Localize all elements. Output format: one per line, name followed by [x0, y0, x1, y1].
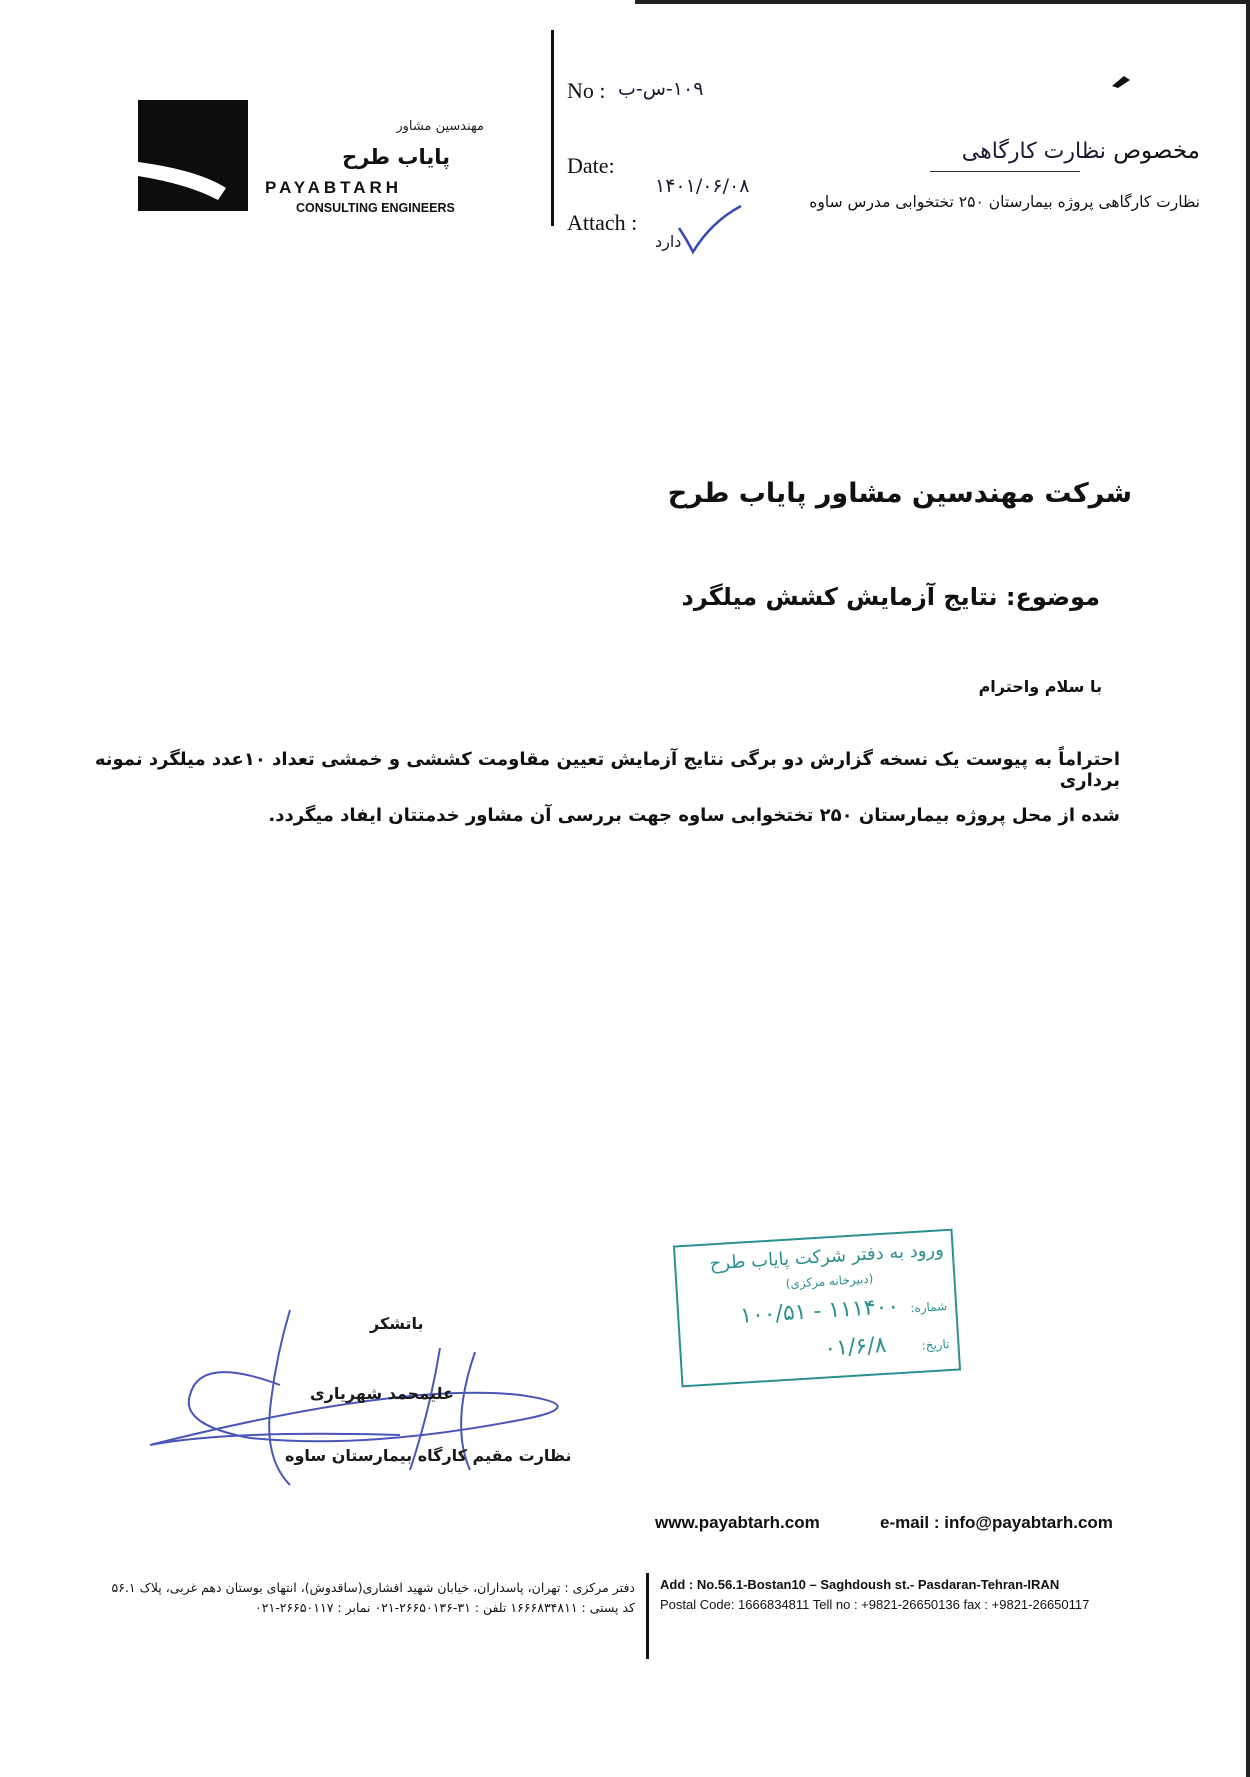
logo-english-subtitle: CONSULTING ENGINEERS [296, 201, 455, 215]
logo-persian-subtitle: مهندسین مشاور [396, 119, 484, 134]
date-value: ۱۴۰۱/۰۶/۰۸ [655, 175, 750, 197]
footer-contact-english: Postal Code: 1666834811 Tell no : +9821-26650136 fax : +9821-26650117 [660, 1597, 1090, 1612]
logo-persian-name: پایاب طرح [342, 145, 450, 169]
body-paragraph-line-2: شده از محل پروژه بیمارستان ۲۵۰ تختخوابی ساوه جهت بررسی آن مشاور خدمتتان ایفاد میگردد. [268, 805, 1120, 826]
stamp-date-label: تاریخ: [921, 1336, 950, 1353]
number-label: No : [567, 78, 606, 103]
website-link[interactable]: www.payabtarh.com [655, 1513, 820, 1532]
stamp-number-label: شماره: [909, 1299, 948, 1316]
date-label: Date: [567, 153, 615, 178]
signer-title: نظارت مقیم کارگاه بیمارستان ساوه [285, 1446, 572, 1465]
stamp-date-value: ۰۱/۶/۸ [823, 1332, 888, 1362]
header-title-handwritten: نظارت کارگاهی [961, 139, 1106, 164]
signer-name: علیمحمد شهریاری [310, 1384, 454, 1403]
stamp-line-1: ورود به دفتر شرکت پایاب طرح [709, 1239, 945, 1275]
ink-mark-icon [1110, 72, 1134, 90]
header-title [790, 138, 1200, 164]
header-subtitle: نظارت کارگاهی پروژه بیمارستان ۲۵۰ تختخوابی مدرس ساوه [809, 193, 1200, 211]
header-title-printed: مخصوص [1113, 138, 1200, 164]
attach-label: Attach : [567, 210, 638, 235]
right-border [1246, 0, 1250, 1777]
footer-divider [646, 1573, 649, 1659]
receipt-stamp [673, 1229, 961, 1388]
signature-thanks: باتشکر [370, 1314, 424, 1333]
stamp-date-row [689, 1329, 950, 1370]
email-link[interactable]: e-mail : info@payabtarh.com [880, 1513, 1113, 1532]
footer-address-english: Add : No.56.1-Bostan10 – Saghdoush st.- Pasdaran-Tehran-IRAN [660, 1577, 1060, 1592]
top-border [635, 0, 1250, 4]
recipient-company: شرکت مهندسین مشاور پایاب طرح [667, 478, 1132, 509]
letter-greeting: با سلام واحترام [978, 677, 1102, 696]
stamp-number-row [687, 1291, 948, 1332]
check-mark-icon [675, 200, 745, 260]
header-divider [551, 30, 554, 226]
footer-contact-persian: کد پستی : ۱۶۶۶۸۳۴۸۱۱ تلفن : ۳۱-۲۶۶۵۰۱۳۶-۰۲۱ نمابر : ۲۶۶۵۰۱۱۷-۰۲۱ [255, 1600, 635, 1615]
number-value: ۱۰۹-س-ب [618, 78, 704, 100]
letter-subject: موضوع: نتایج آزمایش کشش میلگرد [681, 583, 1100, 611]
body-paragraph-line-1: احتراماً به پیوست یک نسخه گزارش دو برگی نتایج آزمایش تعیین مقاومت کششی و خمشی تعداد ۱۰عدد میلگرد نمونه برداری [94, 749, 1120, 791]
header-title-underline [930, 171, 1080, 172]
attach-value: دارد [655, 232, 682, 251]
company-logo [138, 100, 248, 211]
logo-english-name: PAYABTARH [265, 178, 403, 197]
logo-mark-icon [138, 100, 248, 211]
stamp-number-value: ۱۱۱۴۰۰ - ۱۰۰/۵۱ [739, 1294, 900, 1329]
stamp-line-2: (دبیرخانه مرکزی) [785, 1271, 874, 1291]
footer-address-persian: دفتر مرکزی : تهران، پاسداران، خیابان شهید افشاری(ساقدوش)، انتهای بوستان دهم غربی، پلاک ۵۶.۱ [111, 1580, 635, 1595]
